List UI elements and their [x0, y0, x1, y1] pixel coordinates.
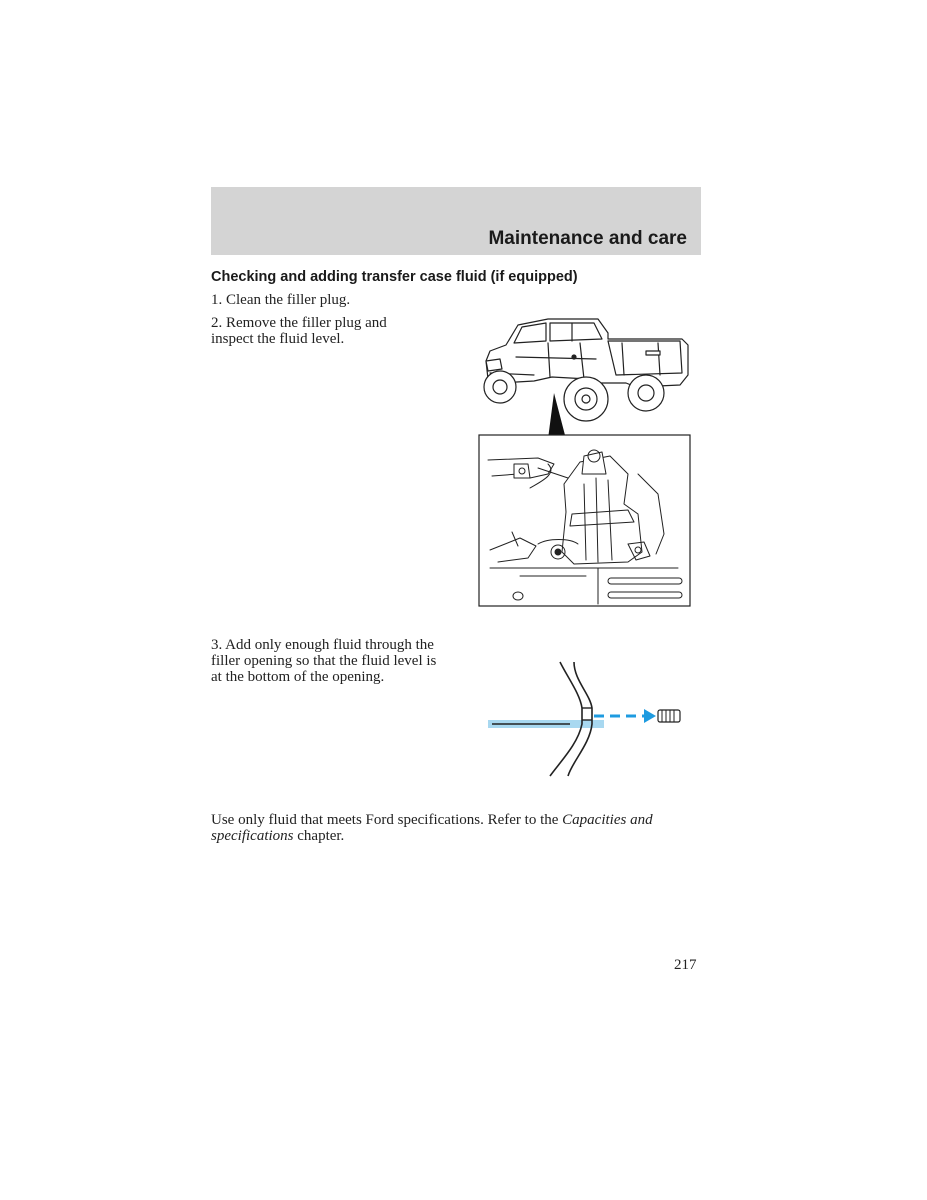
- chapter-title: Maintenance and care: [488, 228, 687, 249]
- capacities-chapter-reference: Capacities and specifications: [211, 812, 653, 844]
- fill-level-diagram: [486, 658, 686, 778]
- section-heading: Checking and adding transfer case fluid (if equipped): [211, 269, 578, 285]
- page-number: 217: [674, 957, 697, 973]
- step-2-text: 2. Remove the filler plug and inspect the fluid level.: [211, 315, 387, 347]
- note-text-prefix: Use only fluid that meets Ford specifications. Refer to the: [211, 812, 563, 828]
- chapter-header-band: [211, 187, 701, 255]
- fluid-specification-note: [211, 812, 691, 844]
- transfer-case-closeup-illustration: [478, 434, 691, 607]
- step-1-text: 1. Clean the filler plug.: [211, 292, 351, 308]
- pickup-truck-illustration: [476, 313, 696, 443]
- step-3-text: 3. Add only enough fluid through the filler opening so that the fluid level is at the bottom of the opening.: [211, 637, 437, 685]
- note-text-suffix: chapter.: [293, 828, 345, 844]
